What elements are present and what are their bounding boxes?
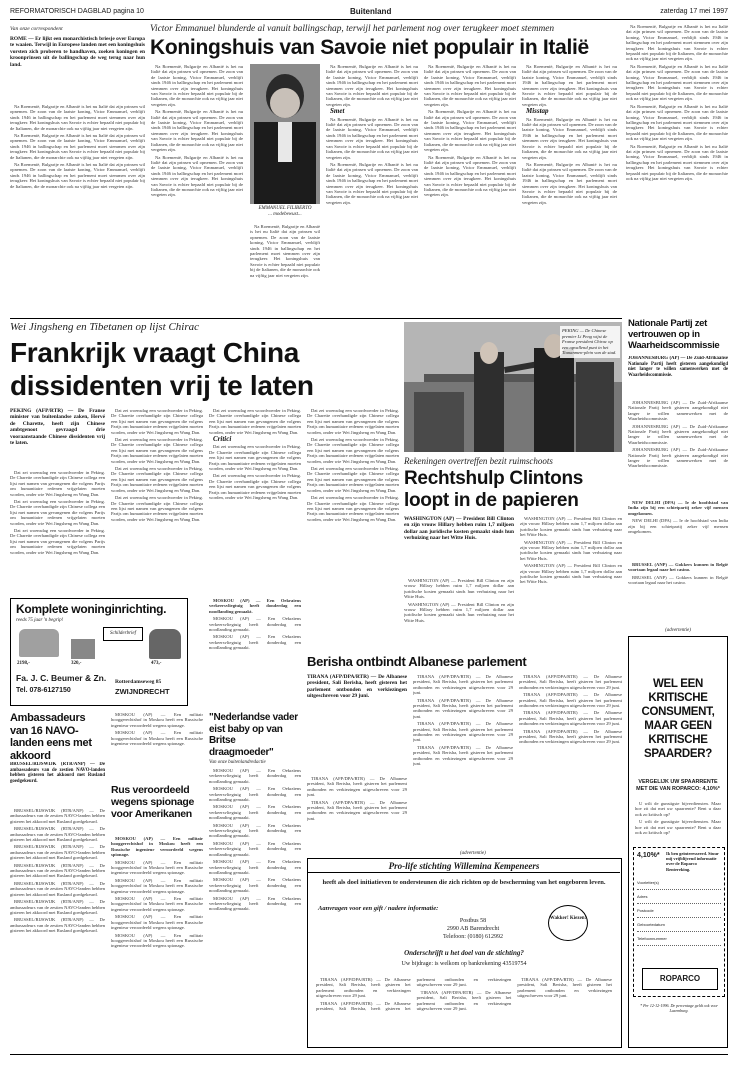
china-col-2: Dat zei woensdag een woordvoerder in Peking. De Charette overhandigde zijn Chinese collega een lijst met namen van gevangenen die volgens Parijs om humanitaire redenen vrijgelaten moeten worden, onder wie Wei Jingsheng en Wang Dan. Dat zei woensdag een woordvoerder in Peking. De Charette overhandigde zijn Chinese collega een lijst met namen van gevangenen die volgens Parijs om humanitaire redenen vrijgelaten moeten worden, onder wie Wei Jingsheng en Wang Dan. Dat zei woensdag een woordvoerder in Peking. De Charette overhandigde zijn Chinese collega een lijst met namen van gevangenen die volgens Parijs om humanitaire redenen vrijgelaten moeten worden, onder wie Wei Jingsheng en Wang Dan. Dat zei woensdag een woordvoerder in Peking. De Charette overhandigde zijn Chinese collega een lijst met namen van gevangenen die volgens Parijs om humanitaire redenen vrijgelaten moeten worden, onder wie Wei Jingsheng en Wang Dan. <box>111 408 203 522</box>
robeco-coupon-text: Ik ben geïnteresseerd. Stuur mij vrijblijvend informatie over de Roparco Rentereking. <box>666 851 719 872</box>
brief-delhi: NEW DELHI (DPA) — Ie de hoofdstad van India zijn bij een schietpartij zeker vijf mensen omgekomen. NEW DELHI (DPA) — Ie de hoofdstad van India zijn bij een schietpartij zeker vijf mensen omgekomen. <box>628 500 728 535</box>
italy-col-7: Na Roemenië, Bulgarije en Albanië is het nu Italië dat zijn prinsen wil opnemen. De zoon van de laatste koning, Victor Emmanuel, verblijft sinds 1946 in ballingschap en het parlement moet stemmen over zijn terugkeer. Het koningshuis van Savoie is echter bepaald niet populair bij de Italianen, die de monarchie ook na vijftig jaar niet vergeten zijn. Na Roemenië, Bulgarije en Albanië is het nu Italië dat zijn prinsen wil opnemen. De zoon van de laatste koning, Victor Emmanuel, verblijft sinds 1946 in ballingschap en het parlement moet stemmen over zijn terugkeer. Het koningshuis van Savoie is echter bepaald niet populair bij de Italianen, die de monarchie ook na vijftig jaar niet vergeten zijn. Na Roemenië, Bulgarije en Albanië is het nu Italië dat zijn prinsen wil opnemen. De zoon van de laatste koning, Victor Emmanuel, verblijft sinds 1946 in ballingschap en het parlement moet stemmen over zijn terugkeer. Het koningshuis van Savoie is echter bepaald niet populair bij de Italianen, die de monarchie ook na vijftig jaar niet vergeten zijn. Na Roemenië, Bulgarije en Albanië is het nu Italië dat zijn prinsen wil opnemen. De zoon van de laatste koning, Victor Emmanuel, verblijft sinds 1946 in ballingschap en het parlement moet stemmen over zijn terugkeer. Het koningshuis van Savoie is echter bepaald niet populair bij de Italianen, die de monarchie ook na vijftig jaar niet vergeten zijn. <box>626 24 728 181</box>
china-lede: PEKING (AFP/RTR) — De Franse minister van buitenlandse zaken, Hervé de Charette, heeft zijn Chinese ambtgenoot gevraagd drie vooraanstaande Chinese dissidenten vrij te laten. <box>10 408 105 447</box>
robeco-body: U wilt de gunstigste bijverdiensten. Maar hoe zit dat met uw spaarrente? Bent u daar ook zo kritisch op? U wilt de gunstigste bijverdiensten. Maar hoe zit dat met uw spaarrente? Bent u daar ook zo kritisch op? <box>635 801 721 836</box>
italy-col-2: Na Roemenië, Bulgarije en Albanië is het nu Italië dat zijn prinsen wil opnemen. De zoon van de laatste koning, Victor Emmanuel, verblijft sinds 1946 in ballingschap en het parlement moet stemmen over zijn terugkeer. Het koningshuis van Savoie is echter bepaald niet populair bij de Italianen, die de monarchie ook na vijftig jaar niet vergeten zijn. Na Roemenië, Bulgarije en Albanië is het nu Italië dat zijn prinsen wil opnemen. De zoon van de laatste koning, Victor Emmanuel, verblijft sinds 1946 in ballingschap en het parlement moet stemmen over zijn terugkeer. Het koningshuis van Savoie is echter bepaald niet populair bij de Italianen, die de monarchie ook na vijftig jaar niet vergeten zijn. Na Roemenië, Bulgarije en Albanië is het nu Italië dat zijn prinsen wil opnemen. De zoon van de laatste koning, Victor Emmanuel, verblijft sinds 1946 in ballingschap en het parlement moet stemmen over zijn terugkeer. Het koningshuis van Savoie is echter bepaald niet populair bij de Italianen, die de monarchie ook na vijftig jaar niet vergeten zijn. <box>151 64 243 198</box>
berisha-col-3: TIRANA (AFP/DPA/RTR) — De Albanese president, Sali Berisha, heeft gisteren het parlement ontbonden en verkiezingen uitgeschreven voor 29 juni. TIRANA (AFP/DPA/RTR) — De Albanese president, Sali Berisha, heeft gisteren het parlement ontbonden en verkiezingen uitgeschreven voor 29 juni. TIRANA (AFP/DPA/RTR) — De Albanese president, Sali Berisha, heeft gisteren het parlement ontbonden en verkiezingen uitgeschreven voor 29 juni. TIRANA (AFP/DPA/RTR) — De Albanese president, Sali Berisha, heeft gisteren het parlement ontbonden en verkiezingen uitgeschreven voor 29 juni. <box>519 674 622 745</box>
robeco-footnote: * Per 12-12-1996. De percentage geldt ook voor Luxemburg. <box>640 1003 718 1013</box>
berisha-col-1: TIRANA (AFP/DPA/RTR) — De Albanese president, Sali Berisha, heeft gisteren het parlement ontbonden en verkiezingen uitgeschreven voor 29 juni. TIRANA (AFP/DPA/RTR) — De Albanese president, Sali Berisha, heeft gisteren het parlement ontbonden en verkiezingen uitgeschreven voor 29 juni. <box>307 776 407 821</box>
prolife-text: heeft als doel initiatieven te ondersteunen die zich richten op de bescherming van het ongeboren leven. <box>322 879 606 886</box>
section-title: Buitenland <box>350 7 392 16</box>
photo-caption: EMMANUEL FILIBERTO ... modebewust... <box>258 206 312 217</box>
italy-col-5: Na Roemenië, Bulgarije en Albanië is het nu Italië dat zijn prinsen wil opnemen. De zoon van de laatste koning, Victor Emmanuel, verblijft sinds 1946 in ballingschap en het parlement moet stemmen over zijn terugkeer. Het koningshuis van Savoie is echter bepaald niet populair bij de Italianen, die de monarchie ook na vijftig jaar niet vergeten zijn. Na Roemenië, Bulgarije en Albanië is het nu Italië dat zijn prinsen wil opnemen. De zoon van de laatste koning, Victor Emmanuel, verblijft sinds 1946 in ballingschap en het parlement moet stemmen over zijn terugkeer. Het koningshuis van Savoie is echter bepaald niet populair bij de Italianen, die de monarchie ook na vijftig jaar niet vergeten zijn. Na Roemenië, Bulgarije en Albanië is het nu Italië dat zijn prinsen wil opnemen. De zoon van de laatste koning, Victor Emmanuel, verblijft sinds 1946 in ballingschap en het parlement moet stemmen over zijn terugkeer. Het koningshuis van Savoie is echter bepaald niet populair bij de Italianen, die de monarchie ook na vijftig jaar niet vergeten zijn. <box>424 64 516 198</box>
china-col-1: Dat zei woensdag een woordvoerder in Peking. De Charette overhandigde zijn Chinese collega een lijst met namen van gevangenen die volgens Parijs om humanitaire redenen vrijgelaten moeten worden, onder wie Wei Jingsheng en Wang Dan. Dat zei woensdag een woordvoerder in Peking. De Charette overhandigde zijn Chinese collega een lijst met namen van gevangenen die volgens Parijs om humanitaire redenen vrijgelaten moeten worden, onder wie Wei Jingsheng en Wang Dan. Dat zei woensdag een woordvoerder in Peking. De Charette overhandigde zijn Chinese collega een lijst met namen van gevangenen die volgens Parijs om humanitaire redenen vrijgelaten moeten worden, onder wie Wei Jingsheng en Wang Dan. <box>10 470 105 555</box>
china-col-4: Dat zei woensdag een woordvoerder in Peking. De Charette overhandigde zijn Chinese collega een lijst met namen van gevangenen die volgens Parijs om humanitaire redenen vrijgelaten moeten worden, onder wie Wei Jingsheng en Wang Dan. Dat zei woensdag een woordvoerder in Peking. De Charette overhandigde zijn Chinese collega een lijst met namen van gevangenen die volgens Parijs om humanitaire redenen vrijgelaten moeten worden, onder wie Wei Jingsheng en Wang Dan. Dat zei woensdag een woordvoerder in Peking. De Charette overhandigde zijn Chinese collega een lijst met namen van gevangenen die volgens Parijs om humanitaire redenen vrijgelaten moeten worden, onder wie Wei Jingsheng en Wang Dan. Dat zei woensdag een woordvoerder in Peking. De Charette overhandigde zijn Chinese collega een lijst met namen van gevangenen die volgens Parijs om humanitaire redenen vrijgelaten moeten worden, onder wie Wei Jingsheng en Wang Dan. <box>307 408 399 522</box>
china-kicker: Wei Jingsheng en Tibetanen op lijst Chirac <box>10 321 200 333</box>
italy-col-3: Na Roemenië, Bulgarije en Albanië is het nu Italië dat zijn prinsen wil opnemen. De zoon van de laatste koning, Victor Emmanuel, verblijft sinds 1946 in ballingschap en het parlement moet stemmen over zijn terugkeer. Het koningshuis van Savoie is echter bepaald niet populair bij de Italianen, die de monarchie ook na vijftig jaar niet vergeten zijn. <box>250 224 320 278</box>
berisha-headline: Berisha ontbindt Albanese parlement <box>307 654 527 669</box>
ad-label-2: (advertentie) <box>460 851 486 856</box>
company-address: Rotterdamseweg 85 <box>115 679 162 685</box>
divider <box>10 318 622 319</box>
robeco-sub: VERGELIJK UW SPAARRENTE MET DIE VAN ROPARCO: 4,10%* <box>636 779 720 792</box>
italy-lede: ROME — Er lijkt een monarchistisch briesje over Europa te waaien. Terwijl in Europese landen met een koningshuis vorsten zich proberen te handhaven, zoeken koningen en kroonprinsen uit de ballingschap de weg terug naar hun land. <box>10 36 145 68</box>
ambassadeurs-body: BRUSSEL/RIJSWIJK (RTR/ANP) — De ambassadeurs van de zestien NAVO-landen hebben gisteren het akkoord met Rusland goedgekeurd. BRUSSEL/RIJSWIJK (RTR/ANP) — De ambassadeurs van de zestien NAVO-landen hebben gisteren het akkoord met Rusland goedgekeurd. BRUSSEL/RIJSWIJK (RTR/ANP) — De ambassadeurs van de zestien NAVO-landen hebben gisteren het akkoord met Rusland goedgekeurd. BRUSSEL/RIJSWIJK (RTR/ANP) — De ambassadeurs van de zestien NAVO-landen hebben gisteren het akkoord met Rusland goedgekeurd. BRUSSEL/RIJSWIJK (RTR/ANP) — De ambassadeurs van de zestien NAVO-landen hebben gisteren het akkoord met Rusland goedgekeurd. BRUSSEL/RIJSWIJK (RTR/ANP) — De ambassadeurs van de zestien NAVO-landen hebben gisteren het akkoord met Rusland goedgekeurd. BRUSSEL/RIJSWIJK (RTR/ANP) — De ambassadeurs van de zestien NAVO-landen hebben gisteren het akkoord met Rusland goedgekeurd. <box>10 808 105 934</box>
ambassadeurs-headline: Ambassadeurs van 16 NAVO-landen eens met akkoord <box>10 712 92 762</box>
italy-byline: Van onze correspondent <box>10 26 63 32</box>
riam-brief: MOSKOU (AP) — Een militair hooggerechtshof in Moskou heeft een Russische ingenieur veroordeeld wegens spionage. MOSKOU (AP) — Een militair hooggerechtshof in Moskou heeft een Russische ingenieur veroordeeld wegens spionage. <box>111 712 203 747</box>
lamp-table-image <box>71 639 95 659</box>
prolife-ad <box>307 858 622 1048</box>
robeco-coupon[interactable] <box>633 847 725 997</box>
moskou-brief: MOSKOU (AP) — Een Oekraïens verkeersvliegtuig heeft donderdag een noodlanding gemaakt. MOSKOU (AP) — Een Oekraïens verkeersvliegtuig heeft donderdag een noodlanding gemaakt. MOSKOU (AP) — Een Oekraïens verkeersvliegtuig heeft donderdag een noodlanding gemaakt. <box>209 598 301 651</box>
prince-photo <box>250 64 320 204</box>
italy-col-4: Na Roemenië, Bulgarije en Albanië is het nu Italië dat zijn prinsen wil opnemen. De zoon van de laatste koning, Victor Emmanuel, verblijft sinds 1946 in ballingschap en het parlement moet stemmen over zijn terugkeer. Het koningshuis van Savoie is echter bepaald niet populair bij de Italianen, die de monarchie ook na vijftig jaar niet vergeten zijn. Smet Na Roemenië, Bulgarije en Albanië is het nu Italië dat zijn prinsen wil opnemen. De zoon van de laatste koning, Victor Emmanuel, verblijft sinds 1946 in ballingschap en het parlement moet stemmen over zijn terugkeer. Het koningshuis van Savoie is echter bepaald niet populair bij de Italianen, die de monarchie ook na vijftig jaar niet vergeten zijn. Na Roemenië, Bulgarije en Albanië is het nu Italië dat zijn prinsen wil opnemen. De zoon van de laatste koning, Victor Emmanuel, verblijft sinds 1946 in ballingschap en het parlement moet stemmen over zijn terugkeer. Het koningshuis van Savoie is echter bepaald niet populair bij de Italianen, die de monarchie ook na vijftig jaar niet vergeten zijn. <box>326 64 418 205</box>
russia-headline: Rus veroordeeld wegens spionage voor Amerikanen <box>111 784 195 820</box>
prolife-slogan: Onderschrijft u het doel van de stichting? <box>404 949 524 957</box>
safrica-body: JOHANNESBURG (AP) — De Zuid-Afrikaanse Nationale Partij heeft gisteren aangekondigd niet langer te willen samenwerken met de Waarheidscommissie. JOHANNESBURG (AP) — De Zuid-Afrikaanse Nationale Partij heeft gisteren aangekondigd niet langer te willen samenwerken met de Waarheidscommissie. JOHANNESBURG (AP) — De Zuid-Afrikaanse Nationale Partij heeft gisteren aangekondigd niet langer te willen samenwerken met de Waarheidscommissie. <box>628 400 728 469</box>
footer-rule <box>10 1054 728 1055</box>
italy-article <box>10 24 622 314</box>
ambassadeurs-lede: BRUSSEL/RIJSWIJK (RTR/ANP) — De ambassadeurs van de zestien NAVO-landen hebben gisteren het akkoord met Rusland goedgekeurd. <box>10 762 105 784</box>
robeco-ad <box>628 636 728 1048</box>
draagmoeder-body: MOSKOU (AP) — Een Oekraïens verkeersvliegtuig heeft donderdag een noodlanding gemaakt. MOSKOU (AP) — Een Oekraïens verkeersvliegtuig heeft donderdag een noodlanding gemaakt. MOSKOU (AP) — Een Oekraïens verkeersvliegtuig heeft donderdag een noodlanding gemaakt. MOSKOU (AP) — Een Oekraïens verkeersvliegtuig heeft donderdag een noodlanding gemaakt. MOSKOU (AP) — Een Oekraïens verkeersvliegtuig heeft donderdag een noodlanding gemaakt. MOSKOU (AP) — Een Oekraïens verkeersvliegtuig heeft donderdag een noodlanding gemaakt. MOSKOU (AP) — Een Oekraïens verkeersvliegtuig heeft donderdag een noodlanding gemaakt. MOSKOU (AP) — Een Oekraïens verkeersvliegtuig heeft donderdag een noodlanding gemaakt. <box>209 768 301 912</box>
ad-label: (advertentie) <box>665 628 691 633</box>
furniture-ad-title: Komplete woninginrichting. <box>16 602 167 616</box>
berisha-lede: TIRANA (AFP/DPA/RTR) — De Albanese president, Sali Berisha, heeft gisteren het parlement ontbonden en verkiezingen uitgeschreven voor 29 juni. <box>307 674 407 700</box>
prolife-cta: Aanvragen voor een gift / nadere informatie: <box>318 905 439 912</box>
page-header <box>10 6 728 20</box>
company-city: ZWIJNDRECHT <box>115 687 170 696</box>
robeco-headline: WEL EEN KRITISCHE CONSUMENT, MAAR GEEN KRITISCHE SPAARDER? <box>641 678 715 760</box>
safrica-lede: JOHANNESBURG (AP) — De Zuid-Afrikaanse Nationale Partij heeft gisteren aangekondigd niet langer te willen samenwerken met de Waarheidscommissie. <box>628 356 728 378</box>
paper-name: REFORMATORISCH DAGBLAD pagina 10 <box>10 8 144 15</box>
page-date: zaterdag 17 mei 1997 <box>660 8 728 15</box>
company-phone: Tel. 078-6127150 <box>16 687 71 694</box>
italy-col-6: Na Roemenië, Bulgarije en Albanië is het nu Italië dat zijn prinsen wil opnemen. De zoon van de laatste koning, Victor Emmanuel, verblijft sinds 1946 in ballingschap en het parlement moet stemmen over zijn terugkeer. Het koningshuis van Savoie is echter bepaald niet populair bij de Italianen, die de monarchie ook na vijftig jaar niet vergeten zijn. Misstap Na Roemenië, Bulgarije en Albanië is het nu Italië dat zijn prinsen wil opnemen. De zoon van de laatste koning, Victor Emmanuel, verblijft sinds 1946 in ballingschap en het parlement moet stemmen over zijn terugkeer. Het koningshuis van Savoie is echter bepaald niet populair bij de Italianen, die de monarchie ook na vijftig jaar niet vergeten zijn. Na Roemenië, Bulgarije en Albanië is het nu Italië dat zijn prinsen wil opnemen. De zoon van de laatste koning, Victor Emmanuel, verblijft sinds 1946 in ballingschap en het parlement moet stemmen over zijn terugkeer. Het koningshuis van Savoie is echter bepaald niet populair bij de Italianen, die de monarchie ook na vijftig jaar niet vergeten zijn. <box>522 64 617 205</box>
prolife-title: Pro-life stichting Willemina Kempeneers <box>308 859 620 873</box>
italy-kicker: Victor Emmanuel blunderde al vanuit ballingschap, terwijl het parlement nog over terugkeer moet stemmen <box>150 24 555 34</box>
draagmoeder-headline: "Nederlandse vader eist baby op van Britse draagmoeder" <box>209 712 298 758</box>
robeco-rate: 4,10%* <box>637 852 660 859</box>
company-name: Fa. J. C. Beumer & Zn. <box>16 673 107 683</box>
prolife-filler: TIRANA (AFP/DPA/RTR) — De Albanese president, Sali Berisha, heeft gisteren het parlement ontbonden en verkiezingen uitgeschreven voor 29 juni. TIRANA (AFP/DPA/RTR) — De Albanese president, Sali Berisha, heeft gisteren het parlement ontbonden en verkiezingen uitgeschreven voor 29 juni. TIRANA (AFP/DPA/RTR) — De Albanese president, Sali Berisha, heeft gisteren het parlement ontbonden en verkiezingen uitgeschreven voor 29 juni. TIRANA (AFP/DPA/RTR) — De Albanese president, Sali Berisha, heeft gisteren het parlement ontbonden en verkiezingen uitgeschreven voor 29 juni. <box>316 977 612 1012</box>
chair-image <box>149 629 181 659</box>
sofa-image <box>19 629 59 657</box>
berisha-col-2: TIRANA (AFP/DPA/RTR) — De Albanese president, Sali Berisha, heeft gisteren het parlement ontbonden en verkiezingen uitgeschreven voor 29 juni. TIRANA (AFP/DPA/RTR) — De Albanese president, Sali Berisha, heeft gisteren het parlement ontbonden en verkiezingen uitgeschreven voor 29 juni. TIRANA (AFP/DPA/RTR) — De Albanese president, Sali Berisha, heeft gisteren het parlement ontbonden en verkiezingen uitgeschreven voor 29 juni. TIRANA (AFP/DPA/RTR) — De Albanese president, Sali Berisha, heeft gisteren het parlement ontbonden en verkiezingen uitgeschreven voor 29 juni. <box>413 674 513 767</box>
coupon-fields[interactable]: Voorletter(s) Adres Postcode Geboortedatum Telefoonnummer <box>637 876 721 946</box>
draagmoeder-byline: Van onze buitenlandredactie <box>209 760 266 765</box>
clinton-lede: WASHINGTON (AP) — President Bill Clinton en zijn vrouw Hillary hebben ruim 1,7 miljoen dollar aan juridische kosten gemaakt sinds hun verhuizing naar het Witte Huis. <box>404 516 514 542</box>
clinton-col-2: WASHINGTON (AP) — President Bill Clinton en zijn vrouw Hillary hebben ruim 1,7 miljoen dollar aan juridische kosten gemaakt sinds hun verhuizing naar het Witte Huis. WASHINGTON (AP) — President Bill Clinton en zijn vrouw Hillary hebben ruim 1,7 miljoen dollar aan juridische kosten gemaakt sinds hun verhuizing naar het Witte Huis. WASHINGTON (AP) — President Bill Clinton en zijn vrouw Hillary hebben ruim 1,7 miljoen dollar aan juridische kosten gemaakt sinds hun verhuizing naar het Witte Huis. <box>520 516 622 585</box>
prolife-badge: Wakker! Kiezen! <box>548 905 588 941</box>
brief-brussel: BRUSSEL (ANP) — Gokkers kunnen in België voortaan legaal naar het casino. BRUSSEL (ANP) — Gokkers kunnen in België voortaan legaal naar het casino. <box>628 562 728 586</box>
clinton-headline: Rechtshulp Clintons loopt in de papieren <box>404 468 584 511</box>
italy-headline: Koningshuis van Savoie niet populair in Italië <box>150 36 589 59</box>
china-headline: Frankrijk vraagt China dissidenten vrij te laten <box>10 337 314 401</box>
roparco-logo: ROPARCO <box>642 968 718 990</box>
russia-body: MOSKOU (AP) — Een militair hooggerechtshof in Moskou heeft een Russische ingenieur veroordeeld wegens spionage. MOSKOU (AP) — Een militair hooggerechtshof in Moskou heeft een Russische ingenieur veroordeeld wegens spionage. MOSKOU (AP) — Een militair hooggerechtshof in Moskou heeft een Russische ingenieur veroordeeld wegens spionage. MOSKOU (AP) — Een militair hooggerechtshof in Moskou heeft een Russische ingenieur veroordeeld wegens spionage. MOSKOU (AP) — Een militair hooggerechtshof in Moskou heeft een Russische ingenieur veroordeeld wegens spionage. MOSKOU (AP) — Een militair hooggerechtshof in Moskou heeft een Russische ingenieur veroordeeld wegens spionage. <box>111 836 203 949</box>
clinton-kicker: Rekeningen overtreffen bezit ruimschoots <box>404 456 553 466</box>
italy-col-1: Na Roemenië, Bulgarije en Albanië is het nu Italië dat zijn prinsen wil opnemen. De zoon van de laatste koning, Victor Emmanuel, verblijft sinds 1946 in ballingschap en het parlement moet stemmen over zijn terugkeer. Het koningshuis van Savoie is echter bepaald niet populair bij de Italianen, die de monarchie ook na vijftig jaar niet vergeten zijn. Na Roemenië, Bulgarije en Albanië is het nu Italië dat zijn prinsen wil opnemen. De zoon van de laatste koning, Victor Emmanuel, verblijft sinds 1946 in ballingschap en het parlement moet stemmen over zijn terugkeer. Het koningshuis van Savoie is echter bepaald niet populair bij de Italianen, die de monarchie ook na vijftig jaar niet vergeten zijn. Na Roemenië, Bulgarije en Albanië is het nu Italië dat zijn prinsen wil opnemen. De zoon van de laatste koning, Victor Emmanuel, verblijft sinds 1946 in ballingschap en het parlement moet stemmen over zijn terugkeer. Het koningshuis van Savoie is echter bepaald niet populair bij de Italianen, die de monarchie ook na vijftig jaar niet vergeten zijn. <box>10 104 145 189</box>
prolife-note: Uw bijdrage: is welkom op bankrekening 43519754 <box>401 961 527 967</box>
clinton-col-1: WASHINGTON (AP) — President Bill Clinton en zijn vrouw Hillary hebben ruim 1,7 miljoen dollar aan juridische kosten gemaakt sinds hun verhuizing naar het Witte Huis. WASHINGTON (AP) — President Bill Clinton en zijn vrouw Hillary hebben ruim 1,7 miljoen dollar aan juridische kosten gemaakt sinds hun verhuizing naar het Witte Huis. <box>404 578 514 623</box>
furniture-ad: Komplete woninginrichting. reeds 75 jaar 'n begrip! 2198,- 320,- Schilderbrief 473,- Fa. J. C. Beumer & Zn. Tel. 078-6127150 Rotterdamseweg 85 ZWIJNDRECHT <box>10 598 188 706</box>
china-col-3: Dat zei woensdag een woordvoerder in Peking. De Charette overhandigde zijn Chinese collega een lijst met namen van gevangenen die volgens Parijs om humanitaire redenen vrijgelaten moeten worden, onder wie Wei Jingsheng en Wang Dan. Critici Dat zei woensdag een woordvoerder in Peking. De Charette overhandigde zijn Chinese collega een lijst met namen van gevangenen die volgens Parijs om humanitaire redenen vrijgelaten moeten worden, onder wie Wei Jingsheng en Wang Dan. Dat zei woensdag een woordvoerder in Peking. De Charette overhandigde zijn Chinese collega een lijst met namen van gevangenen die volgens Parijs om humanitaire redenen vrijgelaten moeten worden, onder wie Wei Jingsheng en Wang Dan. <box>209 408 301 501</box>
safrica-headline: Nationale Partij zet vertrouwen op in Waarheidscommissie <box>628 318 720 351</box>
furniture-ad-sub: reeds 75 jaar 'n begrip! <box>16 618 64 623</box>
prolife-address: Postbus 58 2990 AB Barendrecht Telefoon: (0180) 612992 <box>443 918 503 940</box>
china-caption: PEKING — De Chinese premier Li Peng wijst de Franse president Chirac op een opvallend punt in het Tiananmen-plein van de stad. <box>560 326 620 358</box>
